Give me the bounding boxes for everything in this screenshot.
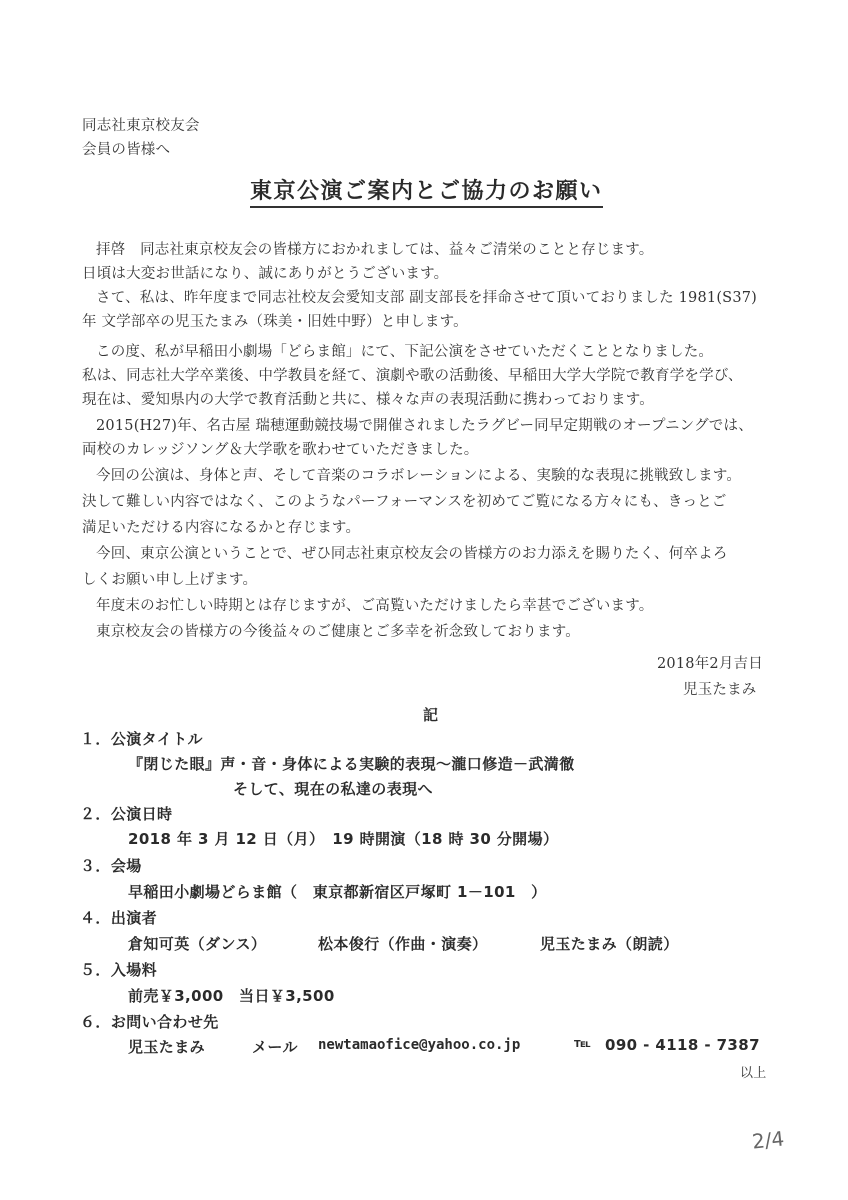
section-4-heading	[80, 907, 157, 928]
body-line: この度、私が早稲田小劇場「どらま館」にて、下記公演をさせていただくこととなりました。	[96, 344, 714, 360]
performance-datetime: 2018 年 3 月 12 日（月） 19 時開演（18 時 30 分開場）	[128, 830, 559, 848]
document-title: 東京公演ご案内とご協力のお願い	[250, 174, 603, 208]
section-label: 入場料	[110, 961, 158, 979]
section-label: 公演日時	[110, 805, 173, 823]
section-1-heading	[80, 728, 203, 749]
contact-phone: 090 - 4118 - 7387	[605, 1036, 760, 1054]
closing-mark: 以上	[740, 1066, 767, 1081]
performer: 倉知可英（ダンス）	[128, 935, 267, 953]
venue: 早稲田小劇場どらま館（ 東京都新宿区戸塚町 1－101 ）	[128, 883, 547, 901]
body-line: 年度末のお忙しい時期とは存じますが、ご高覧いただけましたら幸甚でございます。	[96, 598, 654, 614]
ticket-price: 前売￥3,000 当日￥3,500	[128, 987, 335, 1005]
body-line: 今回、東京公演ということで、ぜひ同志社東京校友会の皆様方のお力添えを賜りたく、何卒よろ	[96, 546, 728, 562]
body-line: さて、私は、昨年度まで同志社校友会愛知支部 副支部長を拝命させて頂いておりました 1981(S37)	[96, 290, 758, 306]
body-line: 決して難しい内容ではなく、このようなパーフォーマンスを初めてご覧になる方々にも、きっとご	[82, 494, 727, 510]
body-line: 2015(H27)年、名古屋 瑞穂運動競技場で開催されましたラグビー同早定期戦のオープニングでは、	[96, 418, 753, 434]
section-number: ６．	[80, 1013, 111, 1031]
section-label: 会場	[110, 857, 142, 875]
body-line: しくお願い申し上げます。	[82, 572, 258, 588]
body-line: 満足いただける内容になるかと存じます。	[82, 520, 361, 536]
tel-label: ℡	[574, 1036, 592, 1051]
body-line: 拝啓 同志社東京校友会の皆様方におかれましては、益々ご清栄のことと存じます。	[96, 242, 654, 258]
body-line: 私は、同志社大学卒業後、中学教員を経て、演劇や歌の活動後、早稲田大学大学院で教育学を学び、	[82, 368, 743, 384]
signature-date: 2018年2月吉日	[657, 656, 763, 672]
contact-name: 児玉たまみ	[128, 1038, 206, 1056]
addressee-org: 同志社東京校友会	[82, 118, 200, 134]
section-number: ２．	[80, 805, 111, 823]
section-number: ５．	[80, 961, 111, 979]
section-number: ３．	[80, 857, 111, 875]
body-line: 今回の公演は、身体と声、そして音楽のコラボレーションによる、実験的な表現に挑戦致します。	[96, 468, 742, 484]
performer: 松本俊行（作曲・演奏）	[318, 935, 488, 953]
section-2-heading	[80, 803, 172, 824]
body-line: 日頃は大変お世話になり、誠にありがとうございます。	[82, 266, 449, 282]
body-line: 年 文学部卒の児玉たまみ（珠美・旧姓中野）と申します。	[82, 314, 468, 330]
section-label: お問い合わせ先	[110, 1013, 219, 1031]
section-number: １．	[80, 730, 111, 748]
performer: 児玉たまみ（朗読）	[540, 935, 679, 953]
section-number: ４．	[80, 909, 111, 927]
performance-subtitle: そして、現在の私達の表現へ	[233, 780, 433, 798]
contact-email[interactable]: newtamaofice@yahoo.co.jp	[318, 1037, 521, 1053]
addressee-members: 会員の皆様へ	[82, 142, 171, 158]
body-line: 両校のカレッジソング＆大学歌を歌わせていただきました。	[82, 442, 479, 458]
section-6-heading	[80, 1011, 219, 1032]
body-line: 現在は、愛知県内の大学で教育活動と共に、様々な声の表現活動に携わっております。	[82, 392, 654, 408]
section-3-heading	[80, 855, 142, 876]
mail-label: メール	[252, 1038, 298, 1056]
page-number: 2/4	[750, 1126, 786, 1154]
ki-heading: 記	[423, 706, 439, 724]
body-line: 東京校友会の皆様方の今後益々のご健康とご多幸を祈念致しております。	[96, 624, 580, 640]
section-label: 出演者	[110, 909, 158, 927]
section-5-heading	[80, 959, 157, 980]
signature-name: 児玉たまみ	[683, 682, 757, 698]
section-label: 公演タイトル	[110, 730, 203, 748]
performance-title: 『閉じた眼』声・音・身体による実験的表現～瀧口修造－武満徹	[128, 755, 575, 773]
